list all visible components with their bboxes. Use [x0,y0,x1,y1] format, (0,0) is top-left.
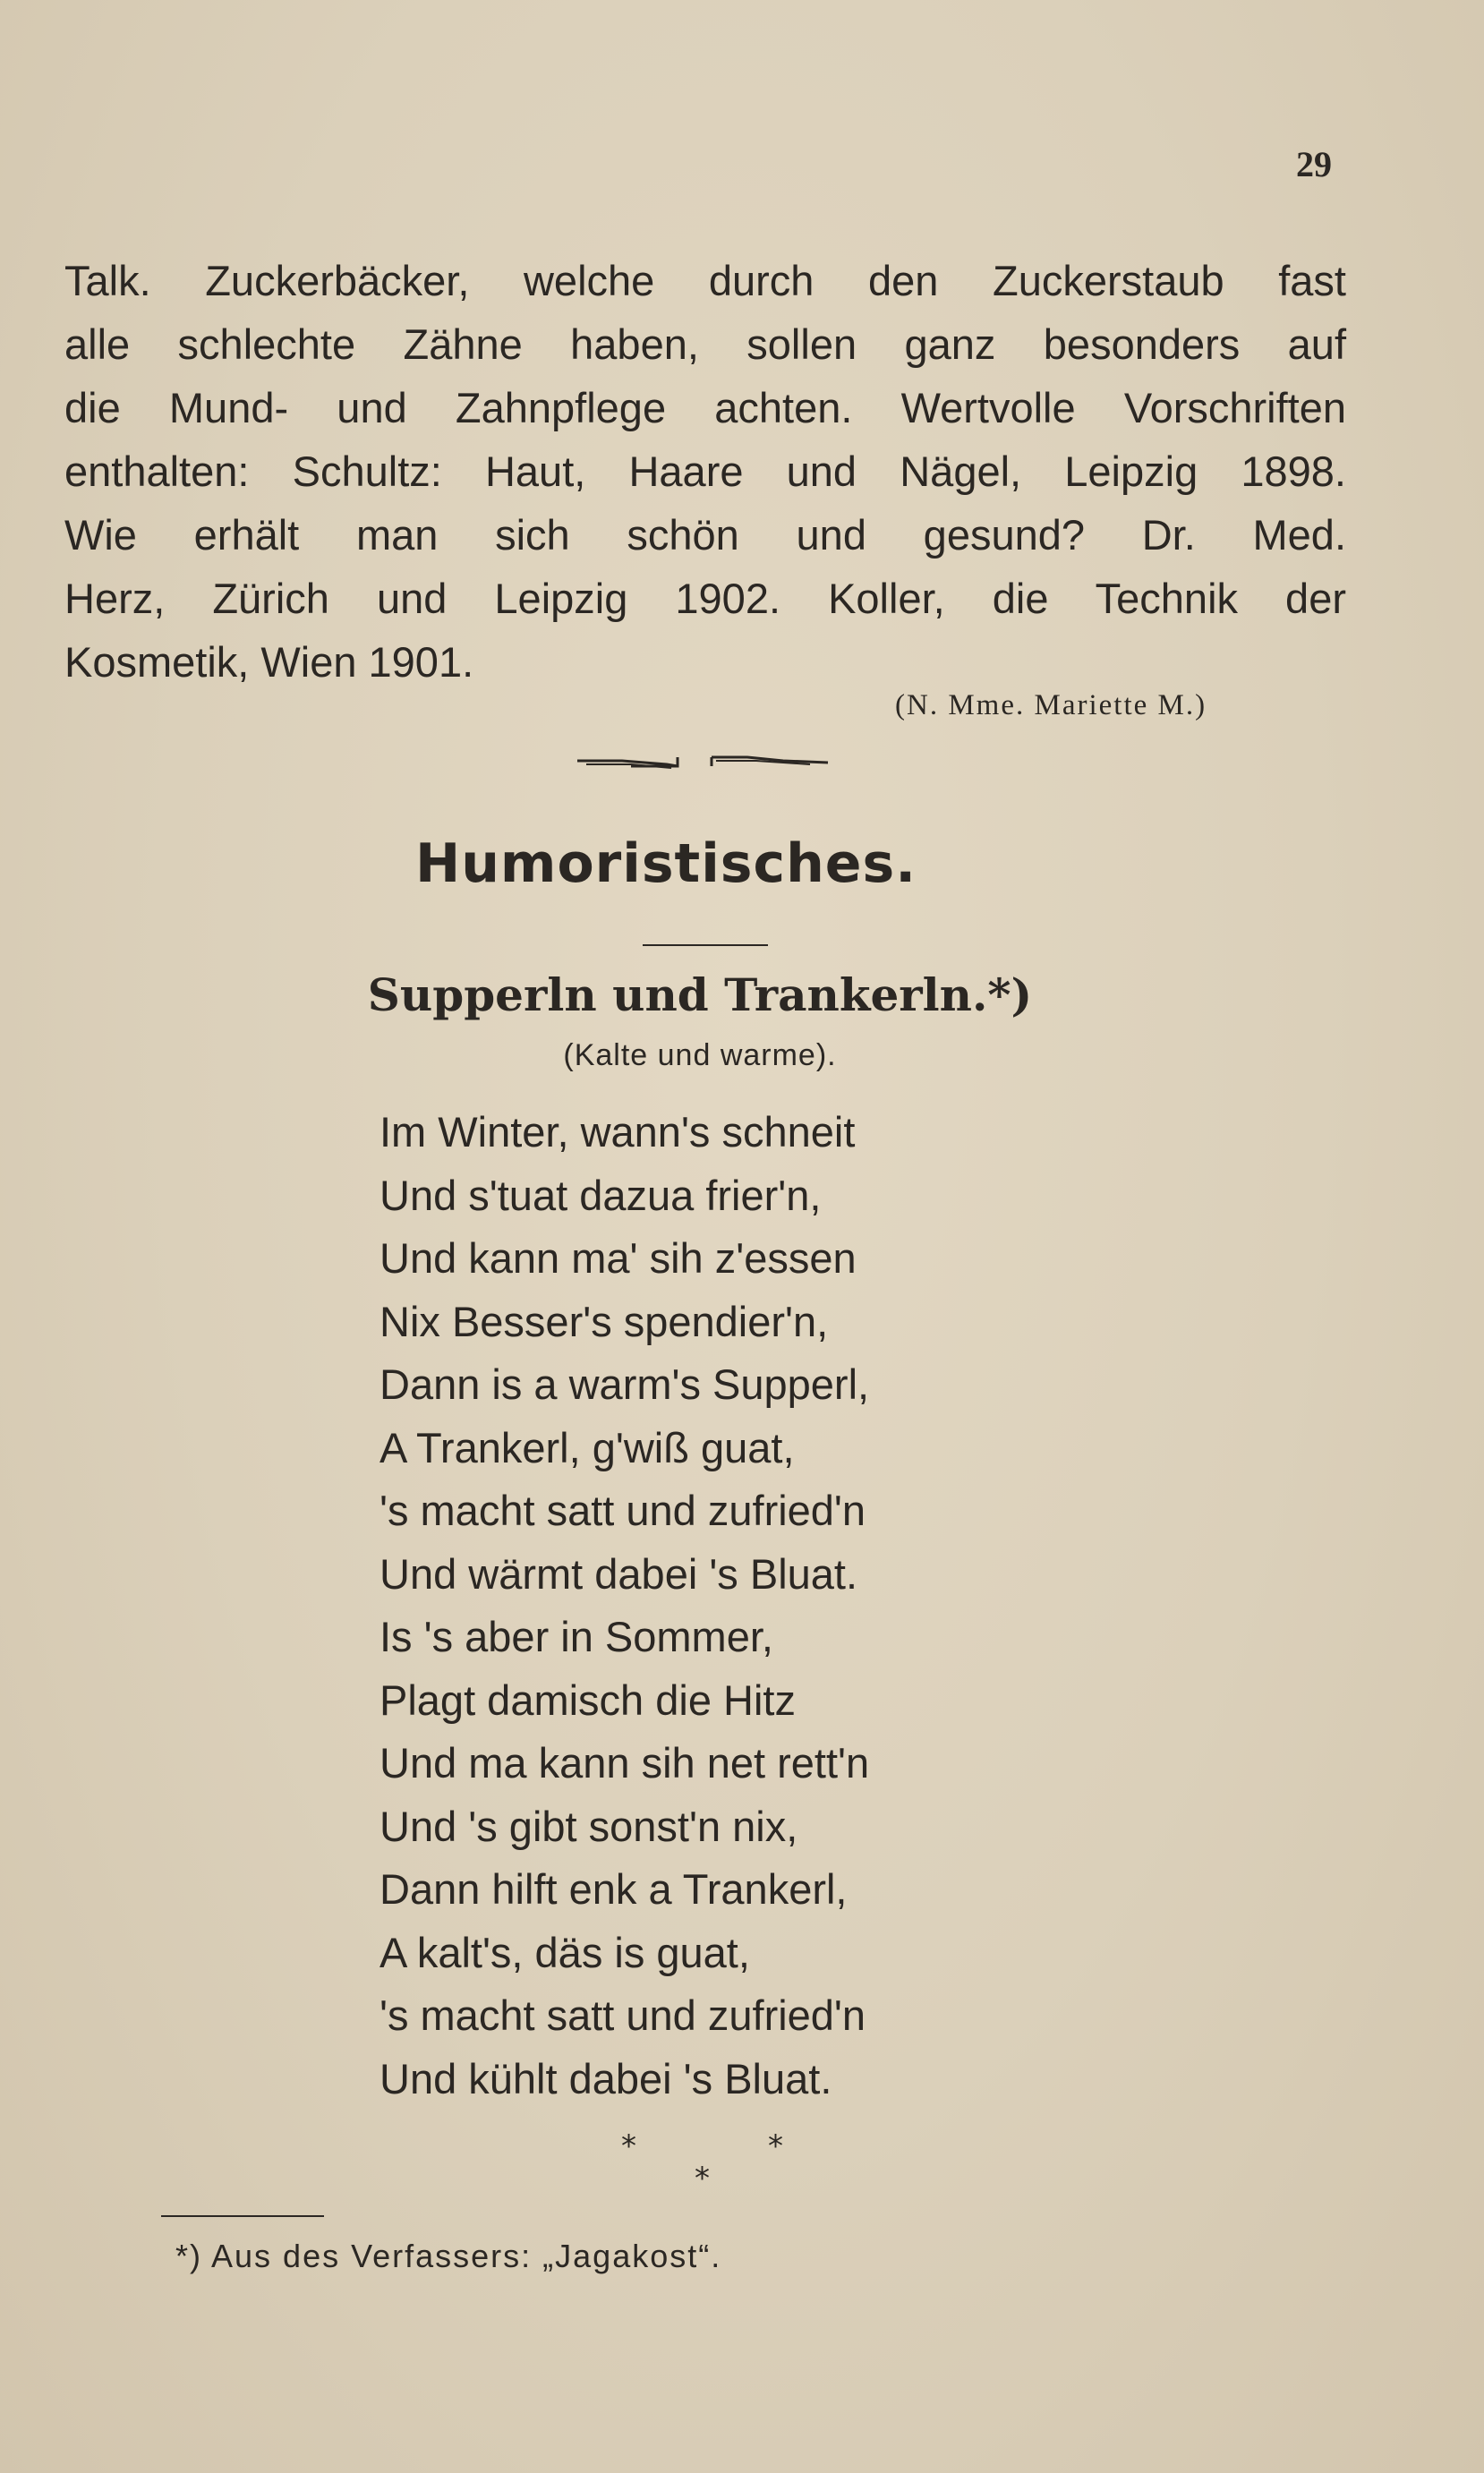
poem-line: Und ma kann sih net rett'n [380,1739,870,1787]
prose-line: Herz, Zürich und Leipzig 1902. Koller, die Technik der [64,575,1346,622]
footnote: *) Aus des Verfassers: „Jagakost“. [175,2238,722,2274]
poem-line: Und 's gibt sonst'n nix, [380,1802,798,1850]
poem-subtitle: (Kalte und warme). [563,1038,837,1072]
poem-line: 's macht satt und zufried'n [380,1487,866,1534]
poem-line: Und kühlt dabei 's Bluat. [380,2054,832,2102]
poem-line: 's macht satt und zufried'n [380,1991,866,2039]
prose-line: alle schlechte Zähne haben, sollen ganz besonders auf [64,320,1346,368]
poem-line: Und s'tuat dazua frier'n, [380,1171,822,1219]
poem-line: Dann is a warm's Supperl, [380,1360,870,1408]
poem-line: Dann hilft enk a Trankerl, [380,1865,848,1913]
prose-line: Talk. Zuckerbäcker, welche durch den Zuckerstaub fast [64,257,1346,304]
asterism-star: * [768,2128,783,2164]
poem-line: Nix Besser's spendier'n, [380,1297,829,1345]
section-divider-ornament [577,745,837,780]
poem [380,1101,869,2111]
poem-line: Und wärmt dabei 's Bluat. [380,1549,858,1598]
prose-line: Wie erhält man sich schön und gesund? Dr. Med. [64,511,1346,559]
asterism-star: * [621,2128,636,2164]
poem-line: Im Winter, wann's schneit [380,1108,856,1155]
poem-line: A kalt's, däs is guat, [380,1928,750,1976]
asterism [614,2128,793,2196]
page-number: 29 [1296,144,1332,184]
section-heading: Humoristisches. [415,832,917,895]
poem-line: Is 's aber in Sommer, [380,1613,773,1660]
poem-title: Supperln und Trankerln.*) [367,968,1033,1021]
poem-line: Und kann ma' sih z'essen [380,1234,857,1282]
author-signature: (N. Mme. Mariette M.) [895,689,1207,721]
poem-line: Plagt damisch die Hitz [380,1676,796,1724]
heading-divider [643,944,768,946]
prose-paragraph [64,249,1346,694]
asterism-star: * [695,2161,710,2196]
prose-line: Kosmetik, Wien 1901. [64,638,474,686]
prose-line: die Mund- und Zahnpflege achten. Wertvolle Vorschriften [64,384,1346,431]
prose-line: enthalten: Schultz: Haut, Haare und Nägel, Leipzig 1898. [64,448,1346,495]
footnote-rule [161,2215,324,2217]
poem-line: A Trankerl, g'wiß guat, [380,1423,795,1471]
